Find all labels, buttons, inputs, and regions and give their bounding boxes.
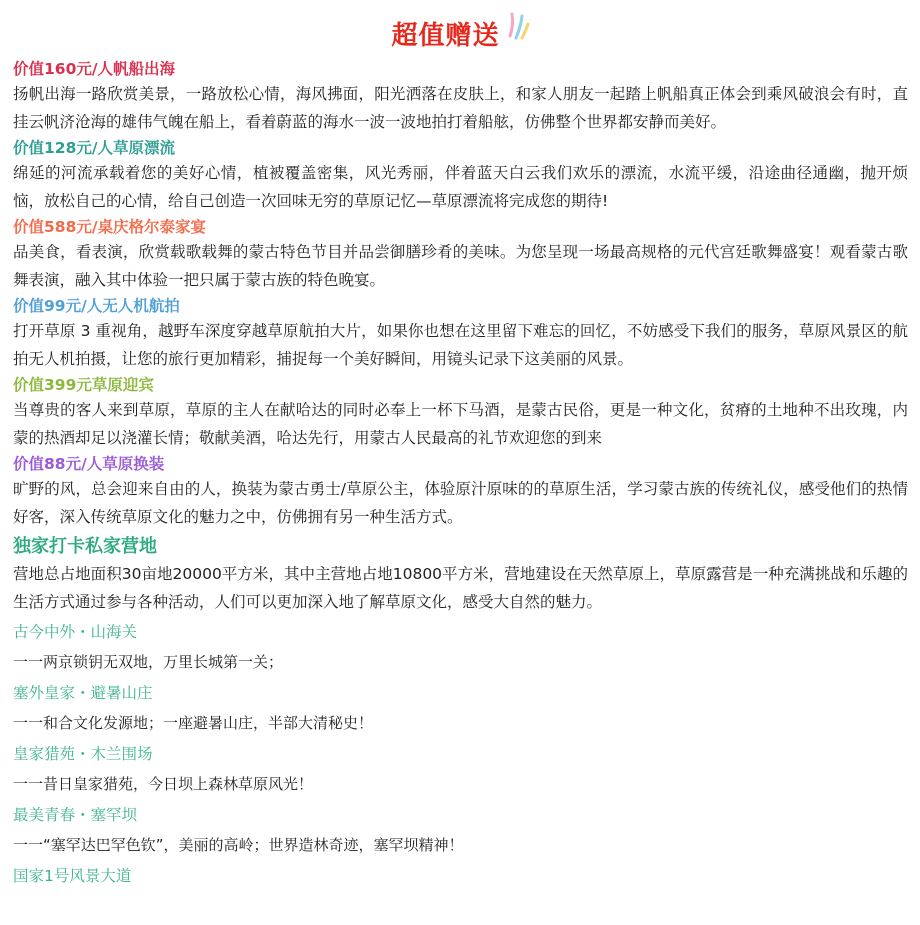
gift-heading-costume: 价值88元/人草原换装 [13,455,165,473]
route-title: 古今中外・山海关 [13,623,138,641]
route-title: 最美青春・塞罕坝 [13,806,138,824]
route-title: 塞外皇家・避暑山庄 [13,684,153,702]
gift-text-rafting: 绵延的河流承载着您的美好心情，植被覆盖密集，风光秀丽，伴着蓝天白云我们欢乐的漂流，水流平缓，沿途曲径通幽，抛开烦恼，放松自己的心情，给自己创造一次回味无穷的草原记忆—草原漂流将完成您的期待! [13,164,908,210]
route-desc: 一一昔日皇家猎苑，今日坝上森林草原风光！ [13,775,314,793]
sparkle-icon [504,10,530,44]
gift-heading-sail: 价值160元/人帆船出海 [13,60,176,78]
campsite-text: 营地总占地面积30亩地20000平方米，其中主营地占地10800平方米，营地建设在天然草原上，草原露营是一种充满挑战和乐趣的生活方式通过参与各种活动，人们可以更加深入地了解草原文化，感受大自然的魅力。 [13,565,908,611]
route-desc: 一一和合文化发源地；一座避暑山庄，半部大清秘史！ [13,714,374,732]
gift-text-costume: 旷野的风，总会迎来自由的人，换装为蒙古勇士/草原公主，体验原汁原味的的草原生活，学习蒙古族的传统礼仪，感受他们的热情好客，深入传统草原文化的魅力之中，仿佛拥有另一种生活方式。 [13,480,908,526]
route-desc: 一一两京锁钥无双地，万里长城第一关； [13,653,284,671]
gift-heading-banquet: 价值588元/桌庆格尔泰家宴 [13,218,207,236]
gift-heading-drone: 价值99元/人无人机航拍 [13,297,180,315]
gift-text-drone: 打开草原 3 重视角，越野车深度穿越草原航拍大片，如果你也想在这里留下难忘的回忆，不妨感受下我们的服务，草原风景区的航拍无人机拍摄，让您的旅行更加精彩，捕捉每一个美好瞬间，用镜头记录下这美丽的风景。 [13,322,908,368]
gift-text-sail: 扬帆出海一路欣赏美景，一路放松心情，海风拂面，阳光洒落在皮肤上，和家人朋友一起踏上帆船真正体会到乘风破浪会有时，直挂云帆济沧海的雄伟气魄在船上，看着蔚蓝的海水一波一波地拍打着船舷，仿佛整个世界都安静而美好。 [13,85,908,131]
route-desc: 一一“塞罕达巴罕色钦”，美丽的高岭；世界造林奇迹，塞罕坝精神！ [13,836,464,854]
page-title: 超值赠送 [391,20,500,51]
campsite-heading: 独家打卡私家营地 [13,536,157,557]
gift-heading-welcome: 价值399元草原迎宾 [13,376,154,394]
gift-text-welcome: 当尊贵的客人来到草原，草原的主人在献哈达的同时必奉上一杯下马酒，是蒙古民俗，更是一种文化，贫瘠的土地种不出玫瑰，内蒙的热酒却足以浇灌长情；敬献美酒，哈达先行，用蒙古人民最高的礼节欢迎您的到来 [13,401,908,447]
route-title: 皇家猎苑・木兰围场 [13,745,153,763]
route-title: 国家1号风景大道 [13,867,132,885]
title-row [13,0,908,58]
gift-text-banquet: 品美食，看表演，欣赏载歌载舞的蒙古特色节目并品尝御膳珍肴的美味。为您呈现一场最高规格的元代宫廷歌舞盛宴！观看蒙古歌舞表演，融入其中体验一把只属于蒙古族的特色晚宴。 [13,243,908,289]
gift-heading-rafting: 价值128元/人草原漂流 [13,139,176,157]
